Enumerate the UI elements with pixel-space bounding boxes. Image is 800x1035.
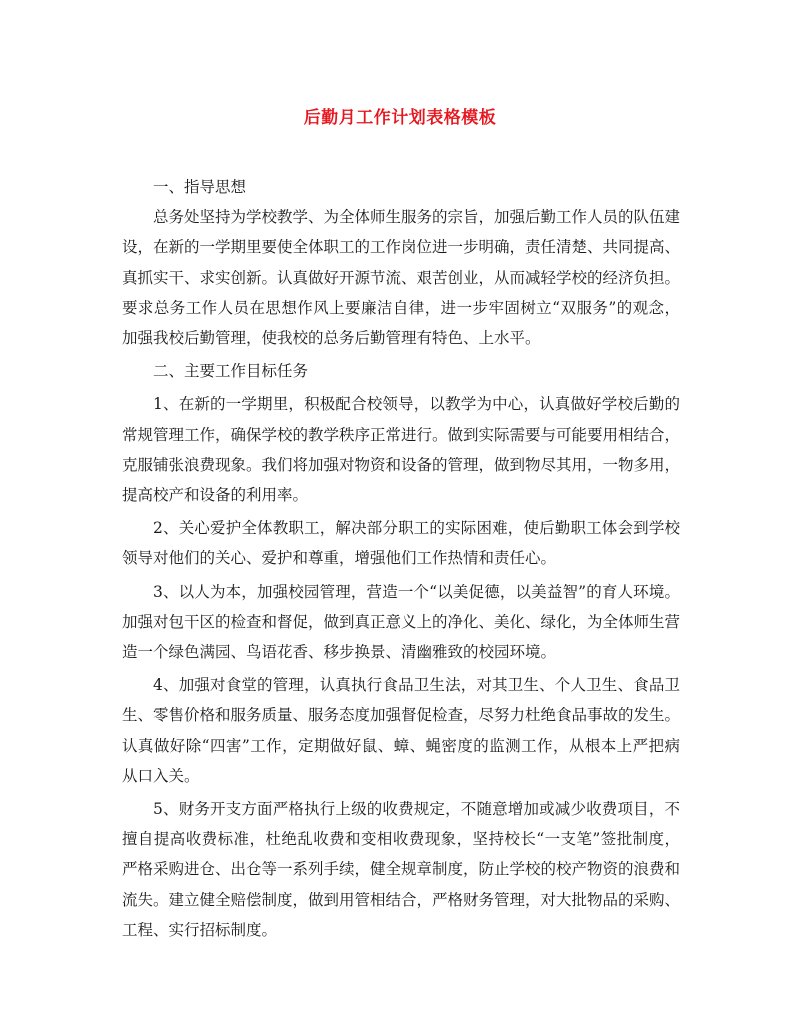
document-body: [122, 172, 680, 945]
section-heading-guiding-thought: 一、指导思想: [153, 178, 247, 196]
paragraph-task-3: 3、以人为本，加强校园管理，营造一个“以美促德，以美益智”的育人环境。加强对包干区的检查和督促，做到真正意义上的净化、美化、绿化，为全体师生营造一个绿色满园、鸟语花香、移步换景、清幽雅致的校园环境。: [122, 582, 681, 662]
document-title: 后勤月工作计划表格模板: [303, 108, 497, 128]
section-heading-main-tasks: 二、主要工作目标任务: [153, 362, 309, 381]
paragraph-task-1: 1、在新的一学期里，积极配合校领导，以教学为中心，认真做好学校后勤的常规管理工作，确保学校的教学秩序正常进行。做到实际需要与可能要用相结合，克服铺张浪费现象。我们将加强对物资和设备的管理，做到物尽其用，一物多用，提高校产和设备的利用率。: [122, 395, 681, 505]
paragraph-task-4: 4、加强对食堂的管理，认真执行食品卫生法，对其卫生、个人卫生、食品卫生、零售价格和服务质量、服务态度加强督促检查，尽努力杜绝食品事故的发生。认真做好除“四害”工作，定期做好鼠、蟑、蝇密度的监测工作，从根本上严把病从口入关。: [122, 676, 681, 785]
paragraph-guiding-thought: 总务处坚持为学校教学、为全体师生服务的宗旨，加强后勤工作人员的队伍建设，在新的一学期里要使全体职工的工作岗位进一步明确，责任清楚、共同提高、真抓实干、求实创新。认真做好开源节流、艰苦创业，从而减轻学校的经济负担。要求总务工作人员在思想作风上要廉洁自律，进一步牢固树立“双服务”的观念，加强我校后勤管理，使我校的总务后勤管理有特色、上水平。: [122, 208, 681, 348]
paragraph-task-5: 5、财务开支方面严格执行上级的收费规定，不随意增加或减少收费项目，不擅自提高收费标准，杜绝乱收费和变相收费现象，坚持校长“一支笔”签批制度，严格采购进仓、出仓等一系列手续，健全规章制度，防止学校的校产物资的浪费和流失。建立健全赔偿制度，做到用管相结合，严格财务管理，对大批物品的采购、工程、实行招标制度。: [122, 800, 681, 939]
paragraph-task-2: 2、关心爱护全体教职工，解决部分职工的实际困难，使后勤职工体会到学校领导对他们的关心、爱护和尊重，增强他们工作热情和责任心。: [122, 519, 680, 568]
